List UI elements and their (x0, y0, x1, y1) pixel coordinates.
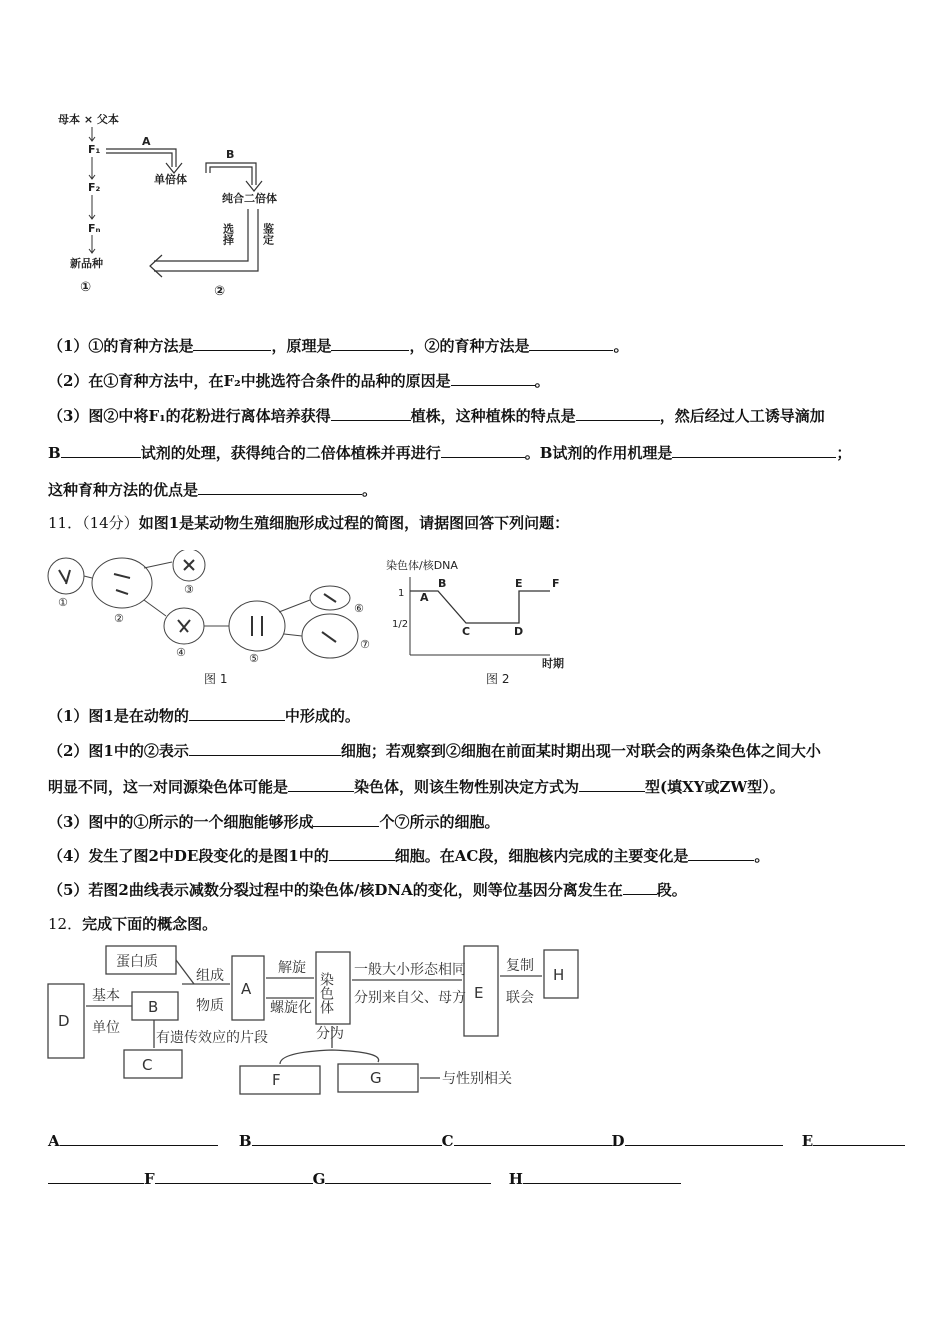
q10-part3 (48, 406, 825, 426)
figure-2 (380, 555, 590, 690)
q11-p2-d: 染色体，则该生物性别决定方式为 (354, 778, 580, 796)
cm-from-parents: 分别来自父、母方 (354, 990, 466, 1006)
q11-part2 (48, 741, 821, 761)
ans-b: B (238, 1132, 252, 1150)
q11-stem-text: 如图1是某动物生殖细胞形成过程的简图，请据图回答下列问题： (138, 514, 570, 532)
cm-replicate: 复制 (506, 958, 534, 974)
q10-p3-a: （3）图②中将F₁的花粉进行离体培养获得 (48, 407, 331, 425)
q12-number: 12． (48, 915, 83, 933)
cm-chromosome: 染色体 (318, 972, 334, 1014)
blank[interactable] (623, 880, 657, 895)
cm-f: F (272, 1071, 281, 1089)
blank[interactable] (672, 443, 836, 458)
blank[interactable] (288, 777, 354, 792)
cm-protein: 蛋白质 (116, 954, 158, 970)
figure-1 (44, 550, 384, 690)
parents-label: 母本 × 父本 (58, 113, 119, 126)
arrow-b-label: B (226, 148, 235, 161)
blank[interactable] (252, 1131, 442, 1146)
c-box (124, 1050, 182, 1078)
select-label: 选择 (221, 223, 235, 245)
point-b: B (438, 577, 447, 590)
blank[interactable] (451, 371, 535, 386)
cm-unwind: 解旋 (278, 960, 306, 976)
cell-2 (92, 558, 152, 608)
circle1-label: ① (80, 280, 92, 295)
blank[interactable] (454, 1131, 612, 1146)
fig2-x-title: 时期 (542, 657, 564, 670)
blank[interactable] (189, 741, 341, 756)
blank[interactable] (688, 846, 754, 861)
point-a: A (420, 591, 429, 604)
cell-1 (48, 558, 84, 594)
blank[interactable] (313, 812, 379, 827)
blank[interactable] (331, 336, 409, 351)
arrow-back (150, 209, 258, 277)
q10-p3-h: 这种育种方法的优点是 (48, 481, 199, 499)
point-c: C (462, 625, 471, 638)
new-variety-label: 新品种 (70, 257, 103, 270)
point-d: D (514, 625, 524, 638)
cm-b: B (148, 998, 159, 1016)
q11-number: 11．（14分） (48, 514, 139, 532)
fig2-curve (410, 591, 550, 623)
q12-stem-text: 完成下面的概念图。 (82, 915, 218, 933)
q11-p2-b: 细胞；若观察到②细胞在前面某时期出现一对联会的两条染色体之间大小 (340, 742, 821, 760)
pure-diploid-label: 纯合二倍体 (222, 192, 277, 205)
cm-same-shape: 一般大小形态相同 (354, 962, 466, 978)
q12-stem (48, 914, 217, 934)
q12-answers-row1 (48, 1131, 905, 1151)
q11-part1 (48, 706, 360, 726)
ans-d: D (611, 1132, 625, 1150)
ans-a: A (48, 1132, 60, 1150)
q11-part2-cont (48, 777, 785, 797)
blank[interactable] (441, 443, 525, 458)
fig2-caption: 图 2 (486, 672, 510, 686)
q10-p3-b: 植株，这种植株的特点是 (410, 407, 576, 425)
arrow-a-label: A (142, 135, 151, 148)
fn-label: Fₙ (88, 222, 101, 235)
blank[interactable] (60, 1131, 218, 1146)
cm-spiral: 螺旋化 (270, 1000, 312, 1016)
q10-p1-d: 。 (613, 337, 629, 355)
cm-synapsis: 联会 (506, 990, 534, 1006)
cm-sex-related: 与性别相关 (442, 1071, 512, 1087)
fig2-tick-1: 1 (398, 588, 405, 599)
blank[interactable] (529, 336, 613, 351)
ans-c: C (441, 1132, 454, 1150)
q11-part4 (48, 846, 769, 866)
q11-p3-a: （3）图中的①所示的一个细胞能够形成 (48, 813, 314, 831)
q10-part2 (48, 371, 550, 391)
cm-hereditary: 有遗传效应的片段 (156, 1030, 268, 1046)
circle2-label: ② (214, 284, 226, 299)
q10-p3-i: 。 (362, 481, 378, 499)
q11-p4-c: 。 (754, 847, 770, 865)
f1-label: F₁ (88, 143, 101, 156)
q10-part1 (48, 336, 629, 356)
blank[interactable] (189, 706, 285, 721)
blank[interactable] (576, 406, 660, 421)
haploid-label: 单倍体 (154, 173, 187, 186)
q11-p2-e: 型(填XY或ZW型）。 (645, 778, 785, 796)
cm-g: G (370, 1069, 382, 1087)
point-f: F (552, 577, 560, 590)
fig1-caption: 图 1 (204, 672, 228, 686)
q11-p2-a: （2）图1中的②表示 (48, 742, 189, 760)
blank[interactable] (155, 1169, 313, 1184)
cm-matter: 物质 (196, 998, 224, 1014)
blank[interactable] (523, 1169, 681, 1184)
cm-basic: 基本 (92, 988, 120, 1004)
ans-e: E (801, 1132, 814, 1150)
blank[interactable] (329, 846, 395, 861)
breeding-diagram (50, 105, 310, 305)
q11-part5 (48, 880, 687, 900)
q10-p2-a: （2）在①育种方法中，在F₂中挑选符合条件的品种的原因是 (48, 372, 451, 390)
arrow-a (106, 149, 182, 173)
ans-f: F (144, 1170, 155, 1188)
cm-h: H (553, 966, 565, 984)
fig2-y-title: 染色体/核DNA (386, 559, 458, 572)
q10-part3-cont (48, 443, 851, 463)
cm-e: E (474, 984, 484, 1002)
cm-divide-into: 分为 (316, 1026, 344, 1042)
q11-p4-b: 细胞。在AC段，细胞核内完成的主要变化是 (394, 847, 689, 865)
blank[interactable] (579, 777, 645, 792)
blank[interactable] (331, 406, 411, 421)
q11-p4-a: （4）发生了图2中DE段变化的是图1中的 (48, 847, 329, 865)
blank[interactable] (61, 443, 141, 458)
q10-p3-f: 。B试剂的作用机理是 (524, 444, 673, 462)
label-4: ④ (176, 646, 186, 659)
cell-7 (302, 614, 358, 658)
arrow-b (206, 163, 262, 191)
label-5: ⑤ (249, 652, 259, 665)
cell-5 (229, 601, 285, 651)
blank[interactable] (198, 480, 362, 495)
point-e: E (515, 577, 523, 590)
q10-p1-a: （1）①的育种方法是 (48, 337, 194, 355)
q12-answers-row2 (48, 1169, 681, 1189)
cm-compose: 组成 (196, 968, 224, 984)
label-2: ② (114, 612, 124, 625)
q11-p5-a: （5）若图2曲线表示减数分裂过程中的染色体/核DNA的变化，则等位基因分离发生在 (48, 881, 623, 899)
blank[interactable] (193, 336, 271, 351)
q10-p3-c: ，然后经过人工诱导滴加 (659, 407, 825, 425)
blank[interactable] (325, 1169, 491, 1184)
cm-d: D (58, 1012, 70, 1030)
identify-label: 鉴定 (261, 223, 275, 245)
blank[interactable] (48, 1169, 144, 1184)
ans-h: H (508, 1170, 523, 1188)
q11-p3-b: 个⑦所示的细胞。 (379, 813, 500, 831)
f2-label: F₂ (88, 181, 101, 194)
q11-stem (48, 513, 569, 533)
q10-p3-d: B (48, 444, 61, 462)
label-7: ⑦ (360, 638, 370, 651)
label-1: ① (58, 596, 68, 609)
q10-p3-e: 试剂的处理，获得纯合的二倍体植株并再进行 (140, 444, 441, 462)
q10-p1-c: ，②的育种方法是 (409, 337, 530, 355)
q11-p1-a: （1）图1是在动物的 (48, 707, 189, 725)
q11-p1-b: 中形成的。 (284, 707, 360, 725)
blank[interactable] (813, 1131, 905, 1146)
q10-p3-g: ； (836, 444, 852, 462)
label-6: ⑥ (354, 602, 364, 615)
label-3: ③ (184, 583, 194, 596)
blank[interactable] (625, 1131, 783, 1146)
q10-p1-b: ，原理是 (271, 337, 332, 355)
ans-g: G (312, 1170, 326, 1188)
q11-p2-c: 明显不同，这一对同源染色体可能是 (48, 778, 289, 796)
concept-map (44, 940, 604, 1100)
q11-p5-b: 段。 (656, 881, 687, 899)
fig2-tick-half: 1/2 (392, 619, 409, 630)
q10-p2-b: 。 (534, 372, 550, 390)
cm-a: A (241, 980, 252, 998)
q10-part3-cont2 (48, 480, 377, 500)
cm-unit: 单位 (92, 1020, 120, 1036)
cm-c: C (142, 1056, 153, 1074)
q11-part3 (48, 812, 499, 832)
